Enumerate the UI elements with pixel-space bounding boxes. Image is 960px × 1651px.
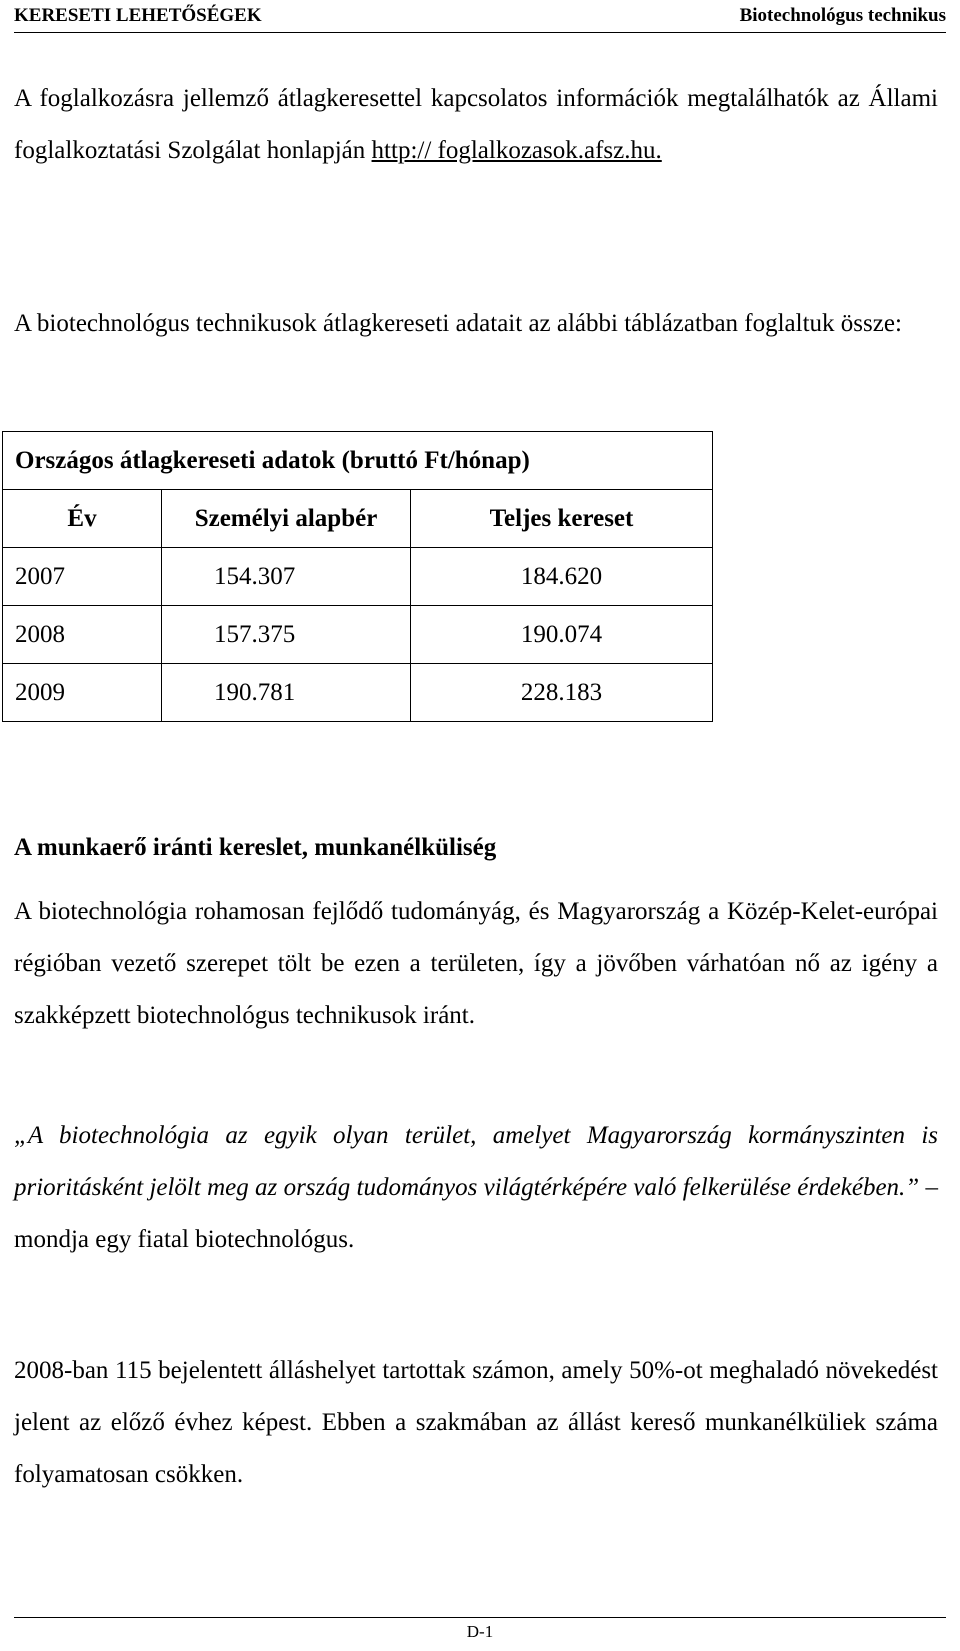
table-intro-paragraph: A biotechnológus technikusok átlagkereseti adatait az alábbi táblázatban foglaltuk össze: [14, 310, 902, 337]
intro-paragraph [14, 73, 938, 177]
page-header [14, 2, 946, 33]
header-chapter-title: KERESETI LEHETŐSÉGEK [14, 5, 262, 26]
section-heading: A munkaerő iránti kereslet, munkanélküliség [14, 834, 497, 861]
vacancy-paragraph: 2008-ban 115 bejelentett álláshelyet tartottak számon, amely 50%-ot meghaladó növekedést jelent az előző évhez képest. Ebben a szakmában az állást kereső munkanélküliek száma folyamatosan csökken. [14, 1357, 938, 1488]
table-row [3, 606, 713, 664]
salary-table [2, 431, 713, 722]
afsz-link[interactable]: http:// foglalkozasok.afsz.hu. [371, 137, 662, 164]
quote-text: „A biotechnológia az egyik olyan terület, amelyet Magyarország kormányszinten is prioritásként jelölt meg az ország tudományos világtérképére való felkerülése érdekében.” [14, 1122, 938, 1201]
year-cell: 2007 [3, 548, 162, 606]
intro-text: A foglalkozásra jellemző átlagkeresettel kapcsolatos információk megtalálhatók az Állami foglalkoztatási Szolgálat honlapján [14, 85, 938, 164]
header-document-title: Biotechnológus technikus [739, 5, 946, 26]
page-number: D-1 [466, 1622, 494, 1641]
quote-paragraph [14, 1110, 938, 1266]
base-salary-cell: 190.781 [162, 664, 411, 722]
total-earnings-cell: 190.074 [411, 606, 713, 664]
column-header-total-earnings: Teljes kereset [411, 490, 713, 548]
year-cell: 2008 [3, 606, 162, 664]
column-header-base-salary: Személyi alapbér [162, 490, 411, 548]
base-salary-cell: 154.307 [162, 548, 411, 606]
quote-attribution: – mondja egy fiatal biotechnológus. [14, 1174, 939, 1253]
column-header-year: Év [3, 490, 162, 548]
demand-paragraph: A biotechnológia rohamosan fejlődő tudományág, és Magyarország a Közép-Kelet-európai régióban vezető szerepet tölt be ezen a területen, így a jövőben várhatóan nő az igény a szakképzett biotechnológus technikusok iránt. [14, 898, 938, 1029]
table-title: Országos átlagkereseti adatok (bruttó Ft/hónap) [3, 432, 713, 490]
base-salary-cell: 157.375 [162, 606, 411, 664]
year-cell: 2009 [3, 664, 162, 722]
table-row [3, 548, 713, 606]
table-row [3, 664, 713, 722]
total-earnings-cell: 228.183 [411, 664, 713, 722]
table-title-row [3, 432, 713, 490]
table-header-row [3, 490, 713, 548]
total-earnings-cell: 184.620 [411, 548, 713, 606]
footer-divider [14, 1617, 946, 1618]
